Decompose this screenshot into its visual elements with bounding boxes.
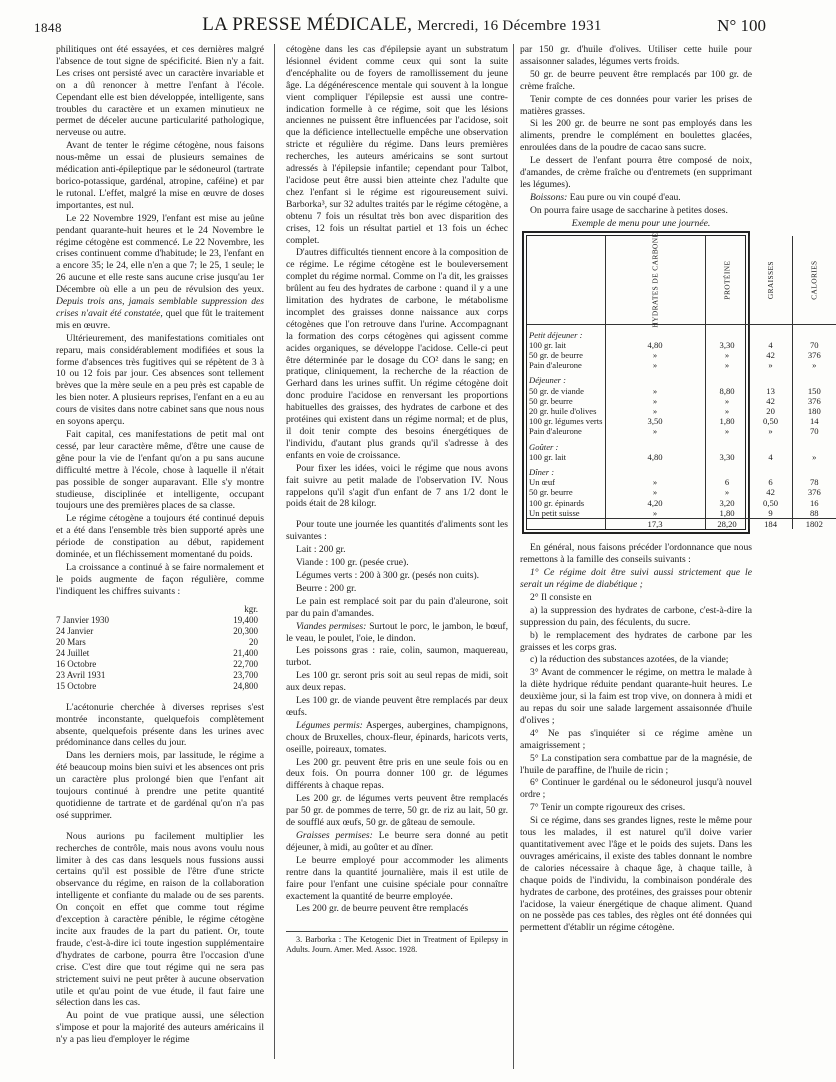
text: quel que fût le traitement mis en œuvre. [56,307,265,331]
cell-protein: » [705,350,749,360]
paragraph: Pour toute une journée les quantités d'aliments sont les suivantes : [286,519,508,543]
paragraph [520,567,752,591]
menu-row [527,508,836,519]
emphasis: Viandes permises: [296,620,367,632]
total-carbs: 17,3 [605,519,705,530]
paragraph: Les poissons gras : raie, colin, saumon, maquereau, turbot. [286,645,508,669]
paragraph: Pour fixer les idées, voici le régime que nous avons fait suivre au petit malade de l'observation IV. Nous rappelons qu'il s'agit d'un enfant de 7 ans 1/2 dont le poids était de 28 kilogr. [286,462,508,510]
cell-fat: 9 [749,508,792,519]
paragraph: 5° La constipation sera combattue par de la magnésie, de l'huile de paraffine, de l'huile de ricin ; [520,752,752,776]
text: Surtout le porc, le jambon, le bœuf, le veau, le poulet, l'oie, le dindon. [286,620,508,644]
menu-row [527,452,836,462]
meal-heading [527,370,836,385]
paragraph: Si ce régime, dans ses grandes lignes, reste le même pour tous les malades, il est naturel qu'il doive varier quantitativement avec l'âge et le poids des sujets. Dans les ouvrages américains, il existe des tables donnant le nombre de calories nécessaire à chaque âge, à chaque taille, à chaque poids de l'individu, la combinaison pondérale des hydrates de carbone, des protéines, des graisses pour obtenir l'acidose, la vaieur énergétique de chaque aliment. Quand on ne possède pas ces tables, des règles ont été données qui permettent d'établir un régime cétogène. [520,815,752,934]
paragraph: Dans les derniers mois, par lassitude, le régime a été beaucoup moins bien suivi et les absences ont pris un caractère plus prolongé bien que l'enfant ait toujours continué à prendre une petite quantité quotidienne de tartrate et de gardénal qu'on n'a pas osé supprimer. [56,750,264,821]
meal-name: Goûter : [529,441,559,452]
food-item: 100 gr. légumes verts [529,416,603,427]
menu-row [527,426,836,436]
meal-name: Déjeuner : [529,375,566,386]
cell-protein: 3,20 [705,498,749,508]
paragraph: Fait capital, ces manifestations de petit mal ont cessé, par leur caractère même, d'être une cause de gêne pour la vie de l'enfant qu'on a pu sans aucune difficulté mettre à l'école, chose à laquelle il n'était pas possible de songer auparavant. Elle s'y montre studieuse, disciplinée et intelligente, occupant toujours une des premières places de sa classe. [56,429,264,512]
cell-calories: 150 [792,386,836,396]
paragraph: Les 100 gr. de viande peuvent être remplacés par deux œufs. [286,695,508,718]
food-item: 50 gr. de viande [529,385,584,396]
cell-protein: 1,80 [705,508,749,519]
page-header [32,14,772,40]
food-item: 20 gr. huile d'olives [529,406,597,417]
cell-carbs: 4,80 [605,452,705,462]
column-3 [520,44,823,1074]
paragraph [286,720,508,756]
paragraph: 6° Continuer le gardénal ou le sédoneurol jusqu'à nouvel ordre ; [520,777,752,801]
total-protein: 28,20 [705,519,749,530]
weight-value: 24,800 [233,680,258,691]
paragraph: Au point de vue pratique aussi, une sélection s'impose et pour la majorité des auteurs américains il n'y a pas lieu d'employer le régime [56,1010,264,1046]
column-header: HYDRATES DE CARBONE [649,232,659,328]
paragraph: Le pain est remplacé soit par du pain d'aleurone, soit par du pain d'amandes. [286,595,508,619]
paragraph: Les 200 gr. peuvent être pris en une seule fois ou en deux fois. On pourra donner 100 gr. de légumes différents à chaque repas. [286,756,508,792]
cell-carbs: » [605,360,705,370]
meal-heading [527,324,836,340]
paragraph: Tenir compte de ces données pour varier les prises de matières grasses. [520,93,752,117]
list-item: Lait : 200 gr. [296,544,346,556]
weight-date: 16 Octobre [56,658,97,669]
cell-calories: 16 [792,498,836,508]
column-header: PROTÉINE [721,260,731,300]
weight-table [56,604,264,692]
cell-calories: 88 [792,508,836,519]
column-header: GRAISSES [765,261,775,300]
list-item: Beurre : 200 gr. [296,582,357,594]
weight-row [56,637,264,648]
food-item: 100 gr. épinards [529,497,585,508]
paragraph: a) la suppression des hydrates de carbone, c'est-à-dire la suppression du pain, des féculents, du sucre. [520,604,752,628]
weight-date: 20 Mars [56,636,86,647]
meal-heading [527,437,836,452]
paragraph [286,621,508,645]
paragraph: L'acétonurie cherchée à diverses reprises s'est montrée inconstante, quelquefois complètement absente, quelquefois présente dans les urines avec prédominance dans celles du jour. [56,701,264,749]
paragraph: La croissance a continué à se faire normalement et le poids augmente de façon régulière, comme l'indiquent les chiffres suivants : [56,561,264,597]
weight-row [56,681,264,692]
paragraph: Le régime cétogène a toujours été continué depuis et a été dans l'ensemble très bien supporté après une période de constipation au début, rapidement dominée, et un fléchissement momentané du poids. [56,513,264,561]
paragraph: 2° Il consiste en [530,591,592,603]
weight-value: 19,400 [233,614,258,625]
menu-total-row [527,519,836,530]
footnote: 3. Barborka : The Ketogenic Diet in Treatment of Epilepsy in Adults. Journ. Amer. Med. Assoc. 1928. [286,931,508,955]
cell-fat: 42 [749,350,792,360]
cell-carbs: 3,50 [605,416,705,426]
cell-carbs: » [605,426,705,436]
cell-calories: 70 [792,340,836,350]
meal-name: Dîner : [529,467,555,478]
cell-fat: » [749,360,792,370]
cell-protein: 8,80 [705,386,749,396]
weight-value: 23,700 [233,669,258,680]
weight-date: 7 Janvier 1930 [56,614,109,625]
menu-row [527,498,836,508]
weight-row [56,648,264,659]
cell-fat: 6 [749,477,792,487]
cell-calories: 376 [792,396,836,406]
paragraph: D'autres difficultés tiennent encore à la composition de ce régime. Le régime cétogène est le bouleversement complet du régime normal. Comme on l'a dit, les graisses brûlent au feu des hydrates de carbone : quand il y a une limitation des hydrates de carbone, le métabolisme incomplet des graisses donne naissance aux corps cétogènes que l'on retrouve dans l'urine. Accompagnant la formation des corps cétogènes qui agissent comme acides organiques, se développe l'acidose. Celle-ci peut être déterminée par le dosage du CO² dans le sang; en pratique, cliniquement, la recherche de la réaction de Gerhard dans les urines suffit. Un régime cétogène doit donc produire l'acidose en renversant les proportions habituelles des graisses, des hydrates de carbone et des protéines qui existent dans un régime normal; et de plus, il doit tenir compte des besoins énergétiques de l'individu, d'autant plus grands qu'il s'adresse à des enfants en voie de croissance. [286,247,508,461]
paragraph: b) le remplacement des hydrates de carbone par les graisses et les corps gras. [520,629,752,653]
food-item: Pain d'aleurone [529,426,582,437]
weight-date: 15 Octobre [56,680,97,691]
weight-date: 24 Juillet [56,647,90,658]
menu-table-frame [522,231,823,535]
page-number: 1848 [34,20,62,35]
issue-number: N° 100 [717,16,766,35]
paragraph: Si les 200 gr. de beurre ne sont pas employés dans les aliments, prendre le complément en boulettes glacées, enroulées dans de la poudre de cacao sans sucre. [520,118,752,154]
text: Le 22 Novembre 1929, l'enfant est mise au jeûne pendant quarante-huit heures et le 24 Novembre le régime cétogène est commencé. Le 22 Novembre, les crises continuent comme d'habitude; le 23, l'enfant en a encore 35; le 24, elle n'en a que 7; le 25, 1 seule; le 26 aucune et elle reste sans aucune crise jusqu'au 1er Décembre où elle a un peu de révulsion des yeux. [56,212,264,296]
emphasis: 1° Ce régime doit être suivi aussi strictement que le serait un régime de diabétique ; [520,567,752,590]
journal-name: LA PRESSE MÉDICALE, [202,14,413,35]
food-item: 50 gr. de beurre [529,350,583,360]
paragraph: Nous aurions pu facilement multiplier les recherches de contrôle, mais nous avons voulu nous limiter à des cas dans lesquels nous fussions aussi certains qu'il est possible de l'être d'une stricte observance du régime, en raison de la collaboration intelligente et confiante du malade ou de ses parents. On conçoit en effet que comme tout régime d'exception à caractère pénible, le régime cétogène incite aux fraudes de la part du patient. Or, toute fraude, c'est-à-dire ici toute ingestion supplémentaire d'hydrates de carbone, pourra être l'occasion d'une crise. C'est dire que tout régime qui ne sera pas strictement suivi ne peut prêter à aucune observation utile et qu'au point de vue étude, il faut faire une sélection dans les cas. [56,830,264,1009]
cell-calories: » [792,360,836,370]
menu-row [527,396,836,406]
paragraph: 50 gr. de beurre peuvent être remplacés par 100 gr. de crème fraîche. [520,68,752,92]
paragraph [520,192,752,204]
text: Asperges, aubergines, champignons, choux de Bruxelles, choux-fleur, épinards, haricots verts, oseille, poireaux, tomates. [286,719,509,755]
cell-carbs: » [605,406,705,416]
cell-calories: 376 [792,350,836,360]
menu-row [527,360,836,370]
cell-carbs: » [605,508,705,519]
weight-value: 20 [249,636,258,647]
weight-date: 24 Janvier [56,625,94,636]
cell-protein: » [705,426,749,436]
paragraph: Les 200 gr. de légumes verts peuvent être remplacés par 50 gr. de pommes de terre, 50 gr. de riz au lait, 50 gr. de soufflé aux œufs, 50 gr. de gâteau de semoule. [286,793,508,829]
weight-row [56,626,264,637]
cell-calories: 78 [792,477,836,487]
cell-calories: » [792,452,836,462]
text: Le beurre sera donné au petit déjeuner, à midi, au goûter et au dîner. [286,830,508,853]
weight-row [56,659,264,670]
text: Eau pure ou vin coupé d'eau. [569,191,681,203]
cell-carbs: » [605,477,705,487]
paragraph [286,830,508,854]
menu-header-row [527,236,836,325]
menu-row [527,340,836,350]
weight-value: 21,400 [233,647,258,658]
cell-fat: » [749,426,792,436]
cell-protein: » [705,406,749,416]
menu-table [527,232,836,530]
cell-carbs: » [605,386,705,396]
list-item: Viande : 100 gr. (pesée crue). [296,557,409,569]
weight-table-header [56,604,264,615]
cell-carbs: 4,80 [605,340,705,350]
weight-row [56,615,264,626]
weight-date: 23 Avril 1931 [56,669,106,680]
food-item: 50 gr. beurre [529,487,573,498]
emphasis: Depuis trois ans, jamais semblable suppression des crises n'avait été constatée, [56,296,264,319]
food-item: 50 gr. beurre [529,395,573,406]
menu-row [527,477,836,487]
emphasis: Boissons: [530,191,568,203]
emphasis: Légumes permis: [296,719,363,731]
weight-unit: kgr. [244,603,258,614]
cell-fat: 42 [749,396,792,406]
menu-row [527,416,836,426]
cell-fat: 42 [749,487,792,497]
total-fat: 184 [749,519,792,530]
menu-row [527,350,836,360]
food-item: Un œuf [529,477,556,488]
issue-date: Mercredi, 16 Décembre 1931 [417,18,602,34]
menu-row [527,406,836,416]
meal-name: Petit déjeuner : [529,329,583,340]
cell-carbs: » [605,396,705,406]
cell-calories: 14 [792,416,836,426]
paragraph: Avant de tenter le régime cétogène, nous faisons nous-même un essai de plusieurs semaines de médication anti-épileptique par le sédoneurol (tartrate borico-potassique, gardénal, atropine, caféine) et par le rutonal. L'effet, malgré la mise en œuvre de doses importantes, est nul. [56,140,264,211]
cell-fat: 13 [749,386,792,396]
food-item: Pain d'aleurone [529,360,582,371]
menu-title: Exemple de menu pour une journée. [571,217,711,229]
paragraph: 7° Tenir un compte rigoureux des crises. [530,802,686,814]
food-item: 100 gr. lait [529,339,566,350]
running-title [32,14,772,36]
cell-fat: 0,50 [749,498,792,508]
cell-fat: 0,50 [749,416,792,426]
cell-calories: 70 [792,426,836,436]
cell-calories: 180 [792,406,836,416]
weight-value: 20,300 [233,625,258,636]
column-divider [274,44,275,1059]
cell-fat: 20 [749,406,792,416]
cell-protein: 1,80 [705,416,749,426]
total-calories: 1802 [792,519,836,530]
paragraph [56,213,264,332]
cell-carbs: 4,20 [605,498,705,508]
paragraph: Les 200 gr. de beurre peuvent être remplacés [296,903,469,915]
cell-protein: 3,30 [705,340,749,350]
paragraph: cétogène dans les cas d'épilepsie ayant un substratum lésionnel évident comme ceux qui sont la suite d'encéphalite ou de foyers de ramollissement du jeune âge. La dégénérescence mentale qui souvent à la longue vient compliquer l'épilepsie est aussi une contre-indication formelle à ce régime, soit que les lésions anciennes ne puissent être influencées par l'acidose, soit que la déficience intellectuelle empêche une observation stricte et régulière du régime. Dans leurs premières recherches, les auteurs américains se sont surtout adressés à l'épilepsie infantile; cependant pour Talbot, l'acidose peut être aussi bien atteinte chez l'adulte que chez l'enfant si le régime est rigoureusement suivi. Barborka³, sur 32 adultes traités par le régime cétogène, a obtenu 7 fois un résultat très bon avec disparition des crises, 12 fois un résultat partiel et 13 fois un échec complet. [286,44,508,246]
paragraph: Le beurre employé pour accommoder les aliments rentre dans la quantité journalière, mais il est utile de faire pour l'enfant une cuisine spéciale pour connaître exactement la quantité de beurre employée. [286,854,508,902]
paragraph: 4° Ne pas s'inquiéter si ce régime amène un amaigrissement ; [520,727,752,751]
paragraph: Le dessert de l'enfant pourra être composé de noix, d'amandes, de crème fraîche ou d'entremets (en supprimant les légumes). [520,155,752,190]
weight-row [56,670,264,681]
menu-row [527,487,836,497]
food-item: 100 gr. lait [529,451,566,462]
weight-value: 22,700 [233,658,258,669]
paragraph: par 150 gr. d'huile d'olives. Utiliser cette huile pour assaisonner salades, légumes verts froids. [520,44,752,67]
food-item: Un petit suisse [529,507,580,518]
cell-carbs: » [605,487,705,497]
paragraph: Les 100 gr. seront pris soit au seul repas de midi, soit aux deux repas. [286,670,508,694]
column-divider [513,44,514,1069]
cell-fat: 4 [749,452,792,462]
column-2 [286,44,508,1074]
column-1 [56,44,264,1054]
cell-carbs: » [605,350,705,360]
paragraph: philitiques ont été essayées, et ces dernières malgré l'absence de tout signe de spécificité. Bien n'y a fait. Les crises ont persisté avec un caractère invariable et on a dû renoncer à mettre l'enfant à l'école. Cependant elle est bien développée, intelligente, sans troubles du caractère et un examen minutieux ne permet de déceler aucune particularité pathologique, nerveuse ou autre. [56,44,264,139]
menu-row [527,386,836,396]
paragraph: On pourra faire usage de saccharine à petites doses. [530,204,728,216]
paragraph: En général, nous faisons précéder l'ordonnance que nous remettons à la famille des conseils suivants : [520,542,752,566]
cell-fat: 4 [749,340,792,350]
cell-protein: » [705,396,749,406]
cell-protein: 6 [705,477,749,487]
list-item: Légumes verts : 200 à 300 gr. (pesés non cuits). [296,569,480,581]
paragraph: c) la réduction des substances azotées, de la viande; [530,654,729,666]
cell-protein: » [705,487,749,497]
column-header: CALORIES [809,260,819,300]
emphasis: Graisses permises: [296,830,373,841]
meal-heading [527,462,836,477]
paragraph: Ultérieurement, des manifestations comitiales ont reparu, mais considérablement modifiées et sous la forme d'absences très fugitives qui se répètent de 3 à 10 ou 12 fois par jour. Ces absences sont tellement brèves que la mère seule en a peu près est capable de les bien noter. A plusieurs reprises, l'enfant en a eu au cours de visites dans notre cabinet sans que nous nous en soyons aperçu. [56,332,264,428]
cell-protein: 3,30 [705,452,749,462]
paragraph: 3° Avant de commencer le régime, on mettra le malade à la diète hydrique réduite pendant quarante-huit heures. Le deuxième jour, si la faim est trop vive, on donnera à midi et au repas du soir une salade largement assaisonnée d'huile d'olives ; [520,667,752,726]
cell-protein: » [705,360,749,370]
cell-calories: 376 [792,487,836,497]
